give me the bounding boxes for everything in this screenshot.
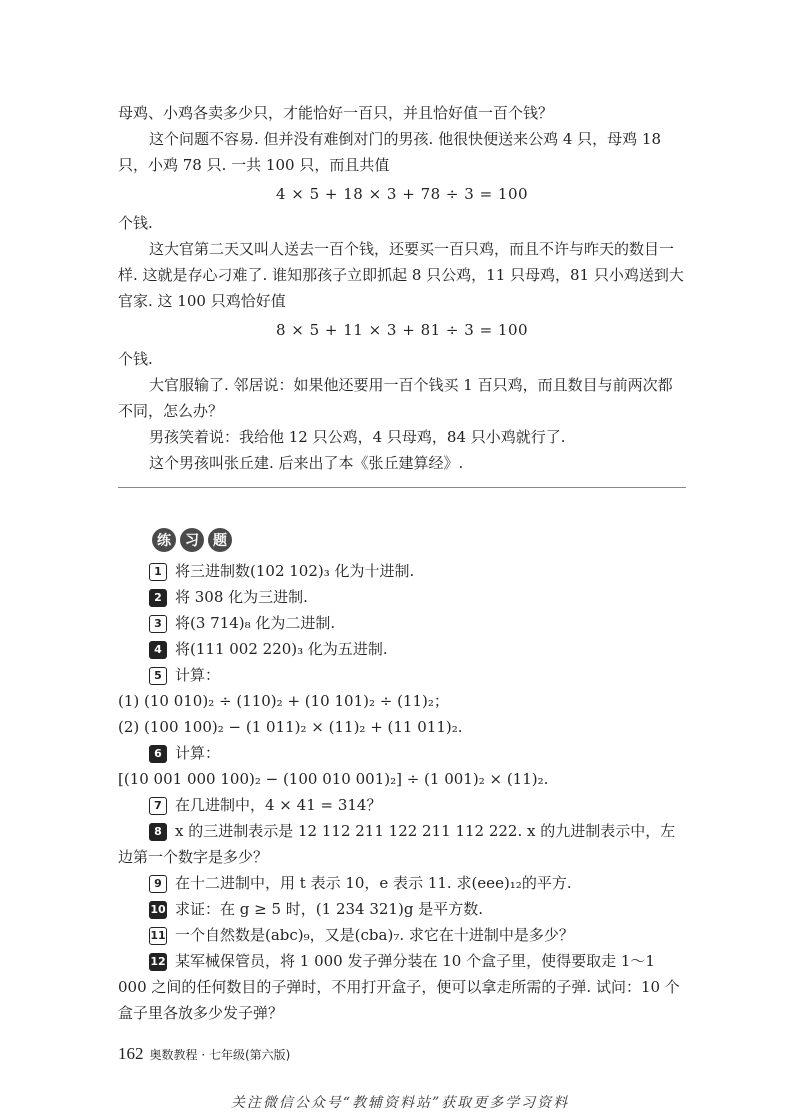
- exercise-text: 一个自然数是(abc)₉，又是(cba)₇. 求它在十进制中是多少？: [175, 926, 574, 944]
- exercise-text: 将(111 002 220)₃ 化为五进制.: [175, 640, 388, 658]
- section-divider: [118, 487, 686, 488]
- exercise-number: 5: [149, 667, 167, 685]
- exercise-subitem: (1) (10 010)₂ ÷ (110)₂ + (10 101)₂ ÷ (11)₂；: [118, 692, 449, 710]
- exercise-text: 在十二进制中，用 t 表示 10，e 表示 11. 求(eee)₁₂的平方.: [175, 874, 572, 892]
- exercise-subitem: (2) (100 100)₂ − (1 011)₂ × (11)₂ + (11 011)₂.: [118, 718, 463, 736]
- exercise-text: 某军械保管员，将 1 000 发子弹分装在 10 个盒子里，使得要取走 1～1 000 之间的任何数目的子弹时，不用打开盒子，便可以拿走所需的子弹. 试问：10 个盒子里各放多少发子弹？: [118, 952, 680, 1022]
- exercise-number: 3: [149, 615, 167, 633]
- exercise-text: 计算：: [175, 666, 221, 684]
- exercise-text: 将三进制数(102 102)₃ 化为十进制.: [175, 562, 415, 580]
- exercise-subitem: [(10 001 000 100)₂ − (100 010 001)₂] ÷ (1 001)₂ × (11)₂.: [118, 770, 549, 788]
- exercise-item: [118, 922, 686, 948]
- exercise-number: 9: [149, 875, 167, 893]
- exercise-header-char: 题: [208, 528, 232, 552]
- exercise-header: [152, 528, 232, 552]
- exercise-list: [118, 558, 686, 1026]
- story-paragraph: 个钱.: [118, 214, 153, 232]
- exercise-item: [118, 662, 686, 688]
- exercise-number: 7: [149, 797, 167, 815]
- equation: 4 × 5 + 18 × 3 + 78 ÷ 3 = 100: [275, 185, 529, 203]
- exercise-number: 2: [149, 589, 167, 607]
- exercise-text: 在几进制中，4 × 41 = 314？: [175, 796, 382, 814]
- exercise-header-char: 习: [180, 528, 204, 552]
- exercise-text: 将 308 化为三进制.: [175, 588, 308, 606]
- exercise-item: [118, 636, 686, 662]
- exercise-item: [118, 558, 686, 584]
- page-footer: [118, 1044, 290, 1064]
- exercise-item: [118, 740, 686, 766]
- exercise-number: 10: [149, 901, 167, 919]
- exercise-number: 6: [149, 745, 167, 763]
- story-paragraph: 这大官第二天又叫人送去一百个钱，还要买一百只鸡，而且不许与昨天的数目一样. 这就是存心刁难了. 谁知那孩子立即抓起 8 只公鸡，11 只母鸡，81 只小鸡送到大官家. 这 100 只鸡恰好值: [118, 240, 684, 310]
- exercise-item: [118, 948, 686, 1026]
- story-section: [118, 100, 686, 476]
- exercise-item: [118, 896, 686, 922]
- exercise-item: [118, 870, 686, 896]
- story-paragraph: 大官服输了. 邻居说：如果他还要用一百个钱买 1 百只鸡，而且数目与前两次都不同，怎么办？: [118, 376, 673, 420]
- exercise-number: 12: [149, 953, 167, 971]
- exercise-item: [118, 584, 686, 610]
- story-paragraph: 个钱.: [118, 350, 153, 368]
- story-paragraph: 男孩笑着说：我给他 12 只公鸡，4 只母鸡，84 只小鸡就行了.: [149, 428, 566, 446]
- exercise-number: 4: [149, 641, 167, 659]
- exercise-text: 将(3 714)₈ 化为二进制.: [175, 614, 336, 632]
- exercise-item: [118, 818, 686, 870]
- exercise-item: [118, 792, 686, 818]
- watermark-text: 关注微信公众号“教辅资料站”获取更多学习资料: [230, 1095, 570, 1111]
- story-paragraph: 母鸡、小鸡各卖多少只，才能恰好一百只，并且恰好值一百个钱？: [118, 104, 554, 122]
- exercise-number: 1: [149, 563, 167, 581]
- story-paragraph: 这个男孩叫张丘建. 后来出了本《张丘建算经》.: [149, 454, 464, 472]
- book-title: 奥数教程 · 七年级(第六版): [149, 1048, 291, 1062]
- exercise-text: 计算：: [175, 744, 221, 762]
- exercise-header-char: 练: [152, 528, 176, 552]
- exercise-text: 求证：在 g ≥ 5 时，(1 234 321)g 是平方数.: [175, 900, 483, 918]
- story-paragraph: 这个问题不容易. 但并没有难倒对门的男孩. 他很快便送来公鸡 4 只，母鸡 18 只，小鸡 78 只. 一共 100 只，而且共值: [118, 130, 662, 174]
- equation: 8 × 5 + 11 × 3 + 81 ÷ 3 = 100: [275, 321, 529, 339]
- page-number: 162: [118, 1044, 144, 1063]
- exercise-number: 8: [149, 823, 167, 841]
- exercise-item: [118, 610, 686, 636]
- exercise-text: x 的三进制表示是 12 112 211 122 211 112 222. x 的九进制表示中，左边第一个数字是多少？: [118, 822, 676, 866]
- exercise-number: 11: [149, 927, 167, 945]
